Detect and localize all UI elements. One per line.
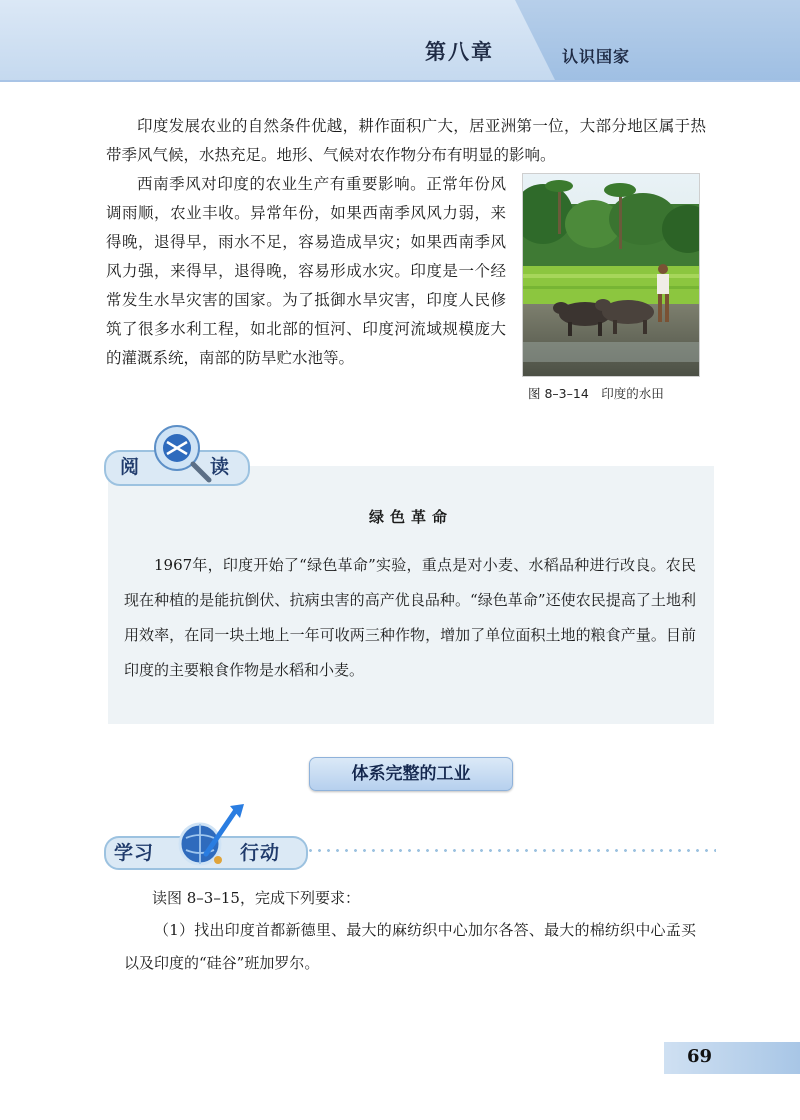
reading-label-right: 读 (210, 456, 230, 478)
globe-magnifier-icon (147, 420, 219, 496)
reading-text: 1967年，印度开始了“绿色革命”实验，重点是对小麦、水稻品种进行改良。农民现在种植的是能抗倒伏、抗病虫害的高产优良品种。“绿色革命”还使农民提高了土地利用效率，在同一块土地上一年可收两三种作物，增加了单位面积土地的粮食产量。目前印度的主要粮食作物是水稻和小麦。 (124, 556, 696, 679)
dotted-divider (306, 849, 716, 852)
chapter-title: 认识国家 (562, 47, 631, 66)
section-title: 体系完整的工业 (309, 757, 513, 791)
paragraph-agriculture: 印度发展农业的自然条件优越，耕作面积广大，居亚洲第一位，大部分地区属于热带季风气候，水热充足。地形、气候对农作物分布有明显的影响。 (106, 117, 706, 164)
paddy-field-photo (522, 173, 700, 377)
header-tab (515, 0, 800, 80)
chapter-label: 第八章 (425, 40, 494, 64)
page-number: 69 (687, 1046, 713, 1067)
page-number-band (664, 1042, 800, 1074)
figure-caption: 图 8–3–14 印度的水田 (528, 386, 664, 401)
globe-arrow-icon (166, 802, 246, 876)
activity-task-1: （1）找出印度首都新德里、最大的麻纺织中心加尔各答、最大的棉纺织中心孟买以及印度的“硅谷”班加罗尔。 (124, 921, 696, 972)
paragraph-monsoon: 西南季风对印度的农业生产有重要影响。正常年份风调雨顺，农业丰收。异常年份，如果西南季风风力弱，来得晚，退得早，雨水不足，容易造成旱灾；如果西南季风风力强，来得早，退得晚，容易形成水灾。印度是一个经常发生水旱灾害的国家。为了抵御水旱灾害，印度人民修筑了很多水利工程，如北部的恒河、印度河流域规模庞大的灌溉系统，南部的防旱贮水池等。 (106, 175, 506, 367)
reading-title: 绿色革命 (368, 508, 453, 526)
activity-label-right: 行动 (240, 842, 281, 864)
activity-label-left: 学习 (114, 842, 155, 864)
activity-instruction: 读图 8–3–15，完成下列要求： (152, 889, 360, 907)
reading-label-left: 阅 (120, 456, 140, 478)
header-divider (0, 80, 800, 82)
